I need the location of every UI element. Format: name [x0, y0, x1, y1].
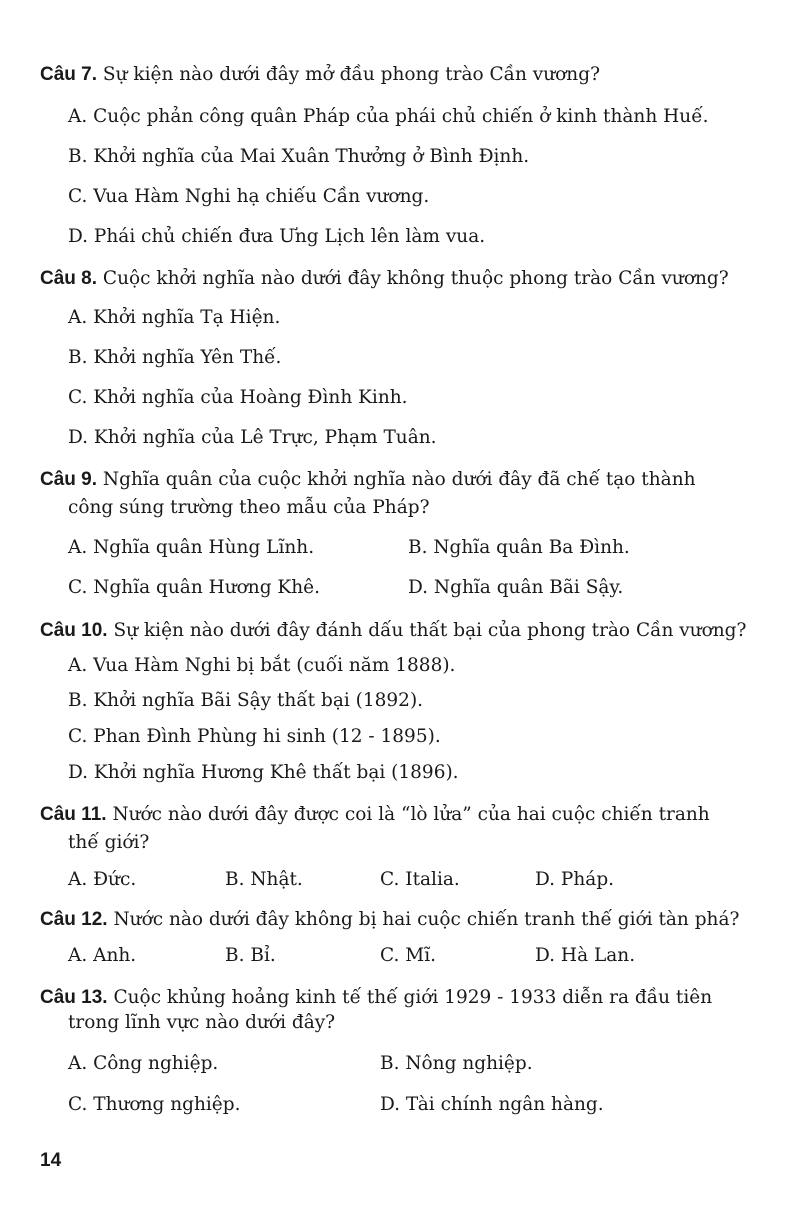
option-a: A. Vua Hàm Nghi bị bắt (cuối năm 1888).: [68, 655, 456, 676]
option-b: B. Nông nghiệp.: [380, 1053, 533, 1074]
question-13: [40, 986, 712, 1010]
option-d: D. Khởi nghĩa của Lê Trực, Phạm Tuân.: [68, 427, 437, 448]
question-label: Câu 9.: [40, 469, 98, 490]
question-11: [40, 803, 710, 827]
question-text: Sự kiện nào dưới đây đánh dấu thất bại của phong trào Cần vương?: [113, 620, 747, 641]
question-12: [40, 908, 739, 932]
option-c: C. Nghĩa quân Hương Khê.: [68, 577, 320, 598]
option-c: C. Thương nghiệp.: [68, 1094, 241, 1115]
option-c: C. Mĩ.: [380, 945, 436, 966]
question-label: Câu 7.: [40, 64, 98, 85]
option-a: A. Anh.: [68, 945, 137, 966]
option-a: A. Đức.: [68, 869, 137, 890]
question-label: Câu 8.: [40, 268, 98, 289]
option-b: B. Khởi nghĩa của Mai Xuân Thưởng ở Bình Định.: [68, 146, 530, 167]
option-b: B. Nhật.: [225, 869, 303, 890]
question-text: Nước nào dưới đây không bị hai cuộc chiến tranh thế giới tàn phá?: [113, 909, 740, 930]
option-c: C. Vua Hàm Nghi hạ chiếu Cần vương.: [68, 186, 430, 207]
question-label: Câu 11.: [40, 804, 107, 825]
question-label: Câu 12.: [40, 909, 108, 930]
option-c: C. Italia.: [380, 869, 460, 890]
question-text-cont: công súng trường theo mẫu của Pháp?: [68, 497, 430, 518]
question-text-cont: thế giới?: [68, 832, 150, 853]
question-10: [40, 619, 746, 643]
question-8: [40, 267, 729, 291]
question-text: Nghĩa quân của cuộc khởi nghĩa nào dưới đây đã chế tạo thành: [102, 469, 696, 490]
option-a: A. Nghĩa quân Hùng Lĩnh.: [68, 537, 315, 558]
question-9: [40, 468, 696, 492]
question-label: Câu 13.: [40, 987, 108, 1008]
question-label: Câu 10.: [40, 620, 108, 641]
option-b: B. Nghĩa quân Ba Đình.: [408, 537, 630, 558]
option-b: B. Khởi nghĩa Yên Thế.: [68, 347, 282, 368]
option-d: D. Hà Lan.: [535, 945, 636, 966]
option-c: C. Khởi nghĩa của Hoàng Đình Kinh.: [68, 387, 408, 408]
option-d: D. Khởi nghĩa Hương Khê thất bại (1896).: [68, 762, 459, 783]
page-number: 14: [40, 1150, 62, 1171]
question-text: Nước nào dưới đây được coi là “lò lửa” của hai cuộc chiến tranh: [112, 804, 710, 825]
question-text-cont: trong lĩnh vực nào dưới đây?: [68, 1012, 336, 1033]
option-a: A. Cuộc phản công quân Pháp của phái chủ chiến ở kinh thành Huế.: [68, 106, 709, 127]
question-text: Sự kiện nào dưới đây mở đầu phong trào Cần vương?: [102, 64, 600, 85]
question-text: Cuộc khủng hoảng kinh tế thế giới 1929 - 1933 diễn ra đầu tiên: [113, 987, 713, 1008]
option-d: D. Phái chủ chiến đưa Ưng Lịch lên làm vua.: [68, 226, 486, 247]
option-d: D. Tài chính ngân hàng.: [380, 1094, 604, 1115]
option-d: D. Pháp.: [535, 869, 615, 890]
option-b: B. Bỉ.: [225, 945, 276, 966]
option-a: A. Công nghiệp.: [68, 1053, 219, 1074]
question-text: Cuộc khởi nghĩa nào dưới đây không thuộc phong trào Cần vương?: [102, 268, 729, 289]
option-c: C. Phan Đình Phùng hi sinh (12 - 1895).: [68, 726, 441, 747]
option-a: A. Khởi nghĩa Tạ Hiện.: [68, 307, 281, 328]
option-b: B. Khởi nghĩa Bãi Sậy thất bại (1892).: [68, 690, 424, 711]
option-d: D. Nghĩa quân Bãi Sậy.: [408, 577, 624, 598]
question-7: [40, 63, 600, 87]
